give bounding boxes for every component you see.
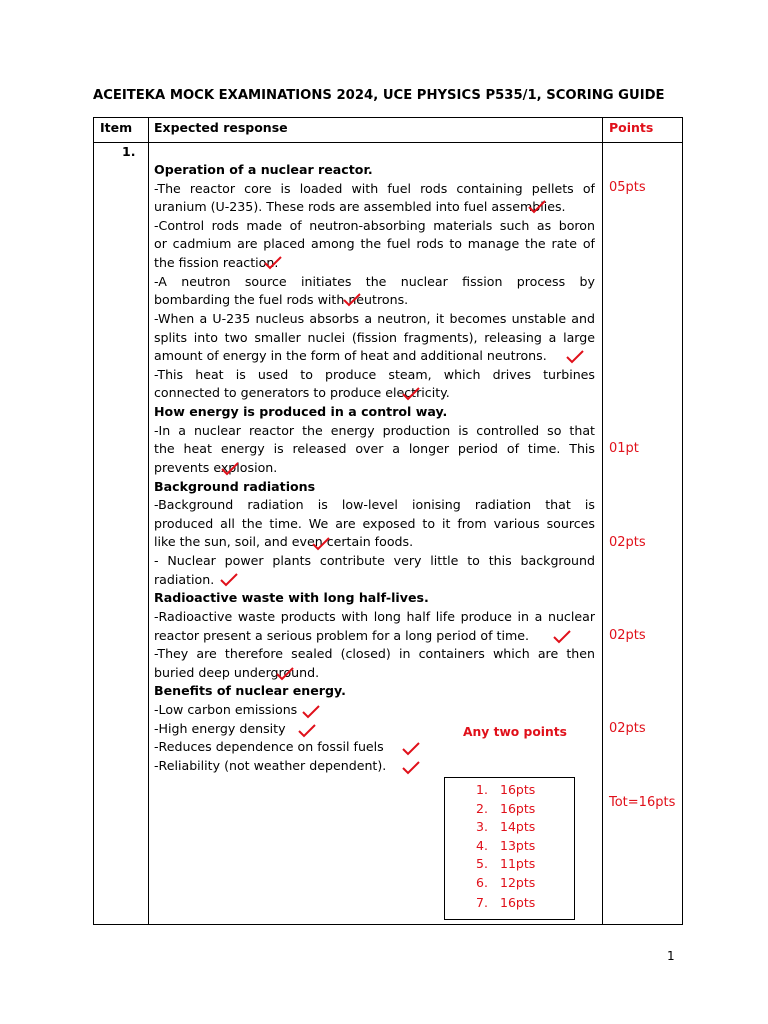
- check-mark-icon: [302, 705, 320, 719]
- score-value: 16pts: [500, 782, 536, 797]
- check-mark-icon: [566, 350, 584, 364]
- header-item: Item: [100, 120, 133, 135]
- response-line: the heat energy is released over a longer period of time. This: [154, 441, 595, 457]
- points-value: 02pts: [609, 628, 646, 643]
- score-number: 5.: [476, 856, 488, 871]
- column-divider: [602, 117, 603, 925]
- score-number: 2.: [476, 800, 488, 816]
- check-mark-icon: [264, 256, 282, 270]
- check-mark-icon: [402, 761, 420, 775]
- check-mark-icon: [402, 387, 420, 401]
- response-line: -A neutron source initiates the nuclear fission process by: [154, 273, 595, 289]
- check-mark-icon: [343, 293, 361, 307]
- response-line: the fission reaction.: [154, 255, 279, 271]
- response-line: or cadmium are placed among the fuel rods to manage the rate of: [154, 236, 595, 252]
- response-line: reactor present a serious problem for a long period of time.: [154, 627, 530, 643]
- check-mark-icon: [553, 630, 571, 644]
- response-line: like the sun, soil, and even certain foods.: [154, 534, 414, 550]
- check-mark-icon: [221, 462, 239, 476]
- page-number: 1: [667, 949, 675, 963]
- response-line: -Control rods made of neutron-absorbing materials such as boron: [154, 217, 595, 233]
- check-mark-icon: [276, 667, 294, 681]
- score-value: 11pts: [500, 856, 536, 871]
- score-entry: [476, 782, 536, 797]
- document-title: ACEITEKA MOCK EXAMINATIONS 2024, UCE PHYSICS P535/1, SCORING GUIDE: [93, 88, 665, 103]
- response-line: -Radioactive waste products with long half life produce in a nuclear: [154, 608, 595, 624]
- response-line: radiation.: [154, 571, 215, 587]
- check-mark-icon: [220, 573, 238, 587]
- response-line: buried deep underground.: [154, 664, 320, 680]
- score-entry: [476, 800, 536, 816]
- score-value: 14pts: [500, 819, 536, 834]
- points-value: 01pt: [609, 441, 639, 456]
- score-value: 16pts: [500, 895, 536, 910]
- response-line: -High energy density: [154, 720, 286, 736]
- response-line: -In a nuclear reactor the energy production is controlled so that: [154, 422, 595, 438]
- score-value: 16pts: [500, 800, 536, 816]
- response-line: - Nuclear power plants contribute very little to this background: [154, 553, 595, 569]
- score-entry: [476, 895, 536, 910]
- response-line: -Low carbon emissions: [154, 701, 298, 717]
- score-entry: [476, 819, 536, 834]
- check-mark-icon: [298, 724, 316, 738]
- score-number: 4.: [476, 837, 488, 853]
- section-heading: How energy is produced in a control way.: [154, 404, 448, 420]
- points-value: 05pts: [609, 180, 646, 195]
- check-mark-icon: [402, 742, 420, 756]
- score-value: 13pts: [500, 837, 536, 853]
- points-value: 02pts: [609, 721, 646, 736]
- response-line: -They are therefore sealed (closed) in containers which are then: [154, 646, 595, 662]
- score-number: 7.: [476, 895, 488, 910]
- total-points: Tot=16pts: [609, 795, 676, 810]
- response-line: -This heat is used to produce steam, which drives turbines: [154, 366, 595, 382]
- header-points: Points: [609, 120, 654, 135]
- score-entry: [476, 856, 536, 871]
- section-heading: Benefits of nuclear energy.: [154, 683, 346, 699]
- response-line: -Background radiation is low-level ionising radiation that is: [154, 497, 595, 513]
- item-number: 1.: [122, 144, 136, 159]
- check-mark-icon: [312, 537, 330, 551]
- response-line: -Reduces dependence on fossil fuels: [154, 739, 384, 755]
- response-line: splits into two smaller nuclei (fission fragments), releasing a large: [154, 329, 595, 345]
- response-line: -Reliability (not weather dependent).: [154, 757, 387, 773]
- header-divider: [93, 142, 683, 143]
- score-entry: [476, 837, 536, 853]
- score-number: 1.: [476, 782, 488, 797]
- response-line: produced all the time. We are exposed to it from various sources: [154, 515, 595, 531]
- response-line: amount of energy in the form of heat and additional neutrons.: [154, 348, 547, 364]
- response-line: uranium (U-235). These rods are assembled into fuel assemblies.: [154, 199, 566, 215]
- column-divider: [148, 117, 149, 925]
- score-number: 3.: [476, 819, 488, 834]
- response-line: -The reactor core is loaded with fuel rods containing pellets of: [154, 180, 595, 196]
- any-two-points-note: Any two points: [463, 725, 567, 739]
- section-heading: Radioactive waste with long half-lives.: [154, 590, 429, 606]
- section-heading: Operation of a nuclear reactor.: [154, 162, 373, 177]
- score-number: 6.: [476, 874, 488, 890]
- response-line: prevents explosion.: [154, 459, 278, 475]
- score-value: 12pts: [500, 874, 536, 890]
- section-heading: Background radiations: [154, 478, 316, 494]
- check-mark-icon: [528, 200, 546, 214]
- response-line: connected to generators to produce electricity.: [154, 385, 450, 401]
- response-line: -When a U-235 nucleus absorbs a neutron, it becomes unstable and: [154, 310, 595, 326]
- points-value: 02pts: [609, 535, 646, 550]
- score-entry: [476, 874, 536, 890]
- header-expected-response: Expected response: [154, 120, 288, 135]
- response-line: bombarding the fuel rods with neutrons.: [154, 292, 409, 308]
